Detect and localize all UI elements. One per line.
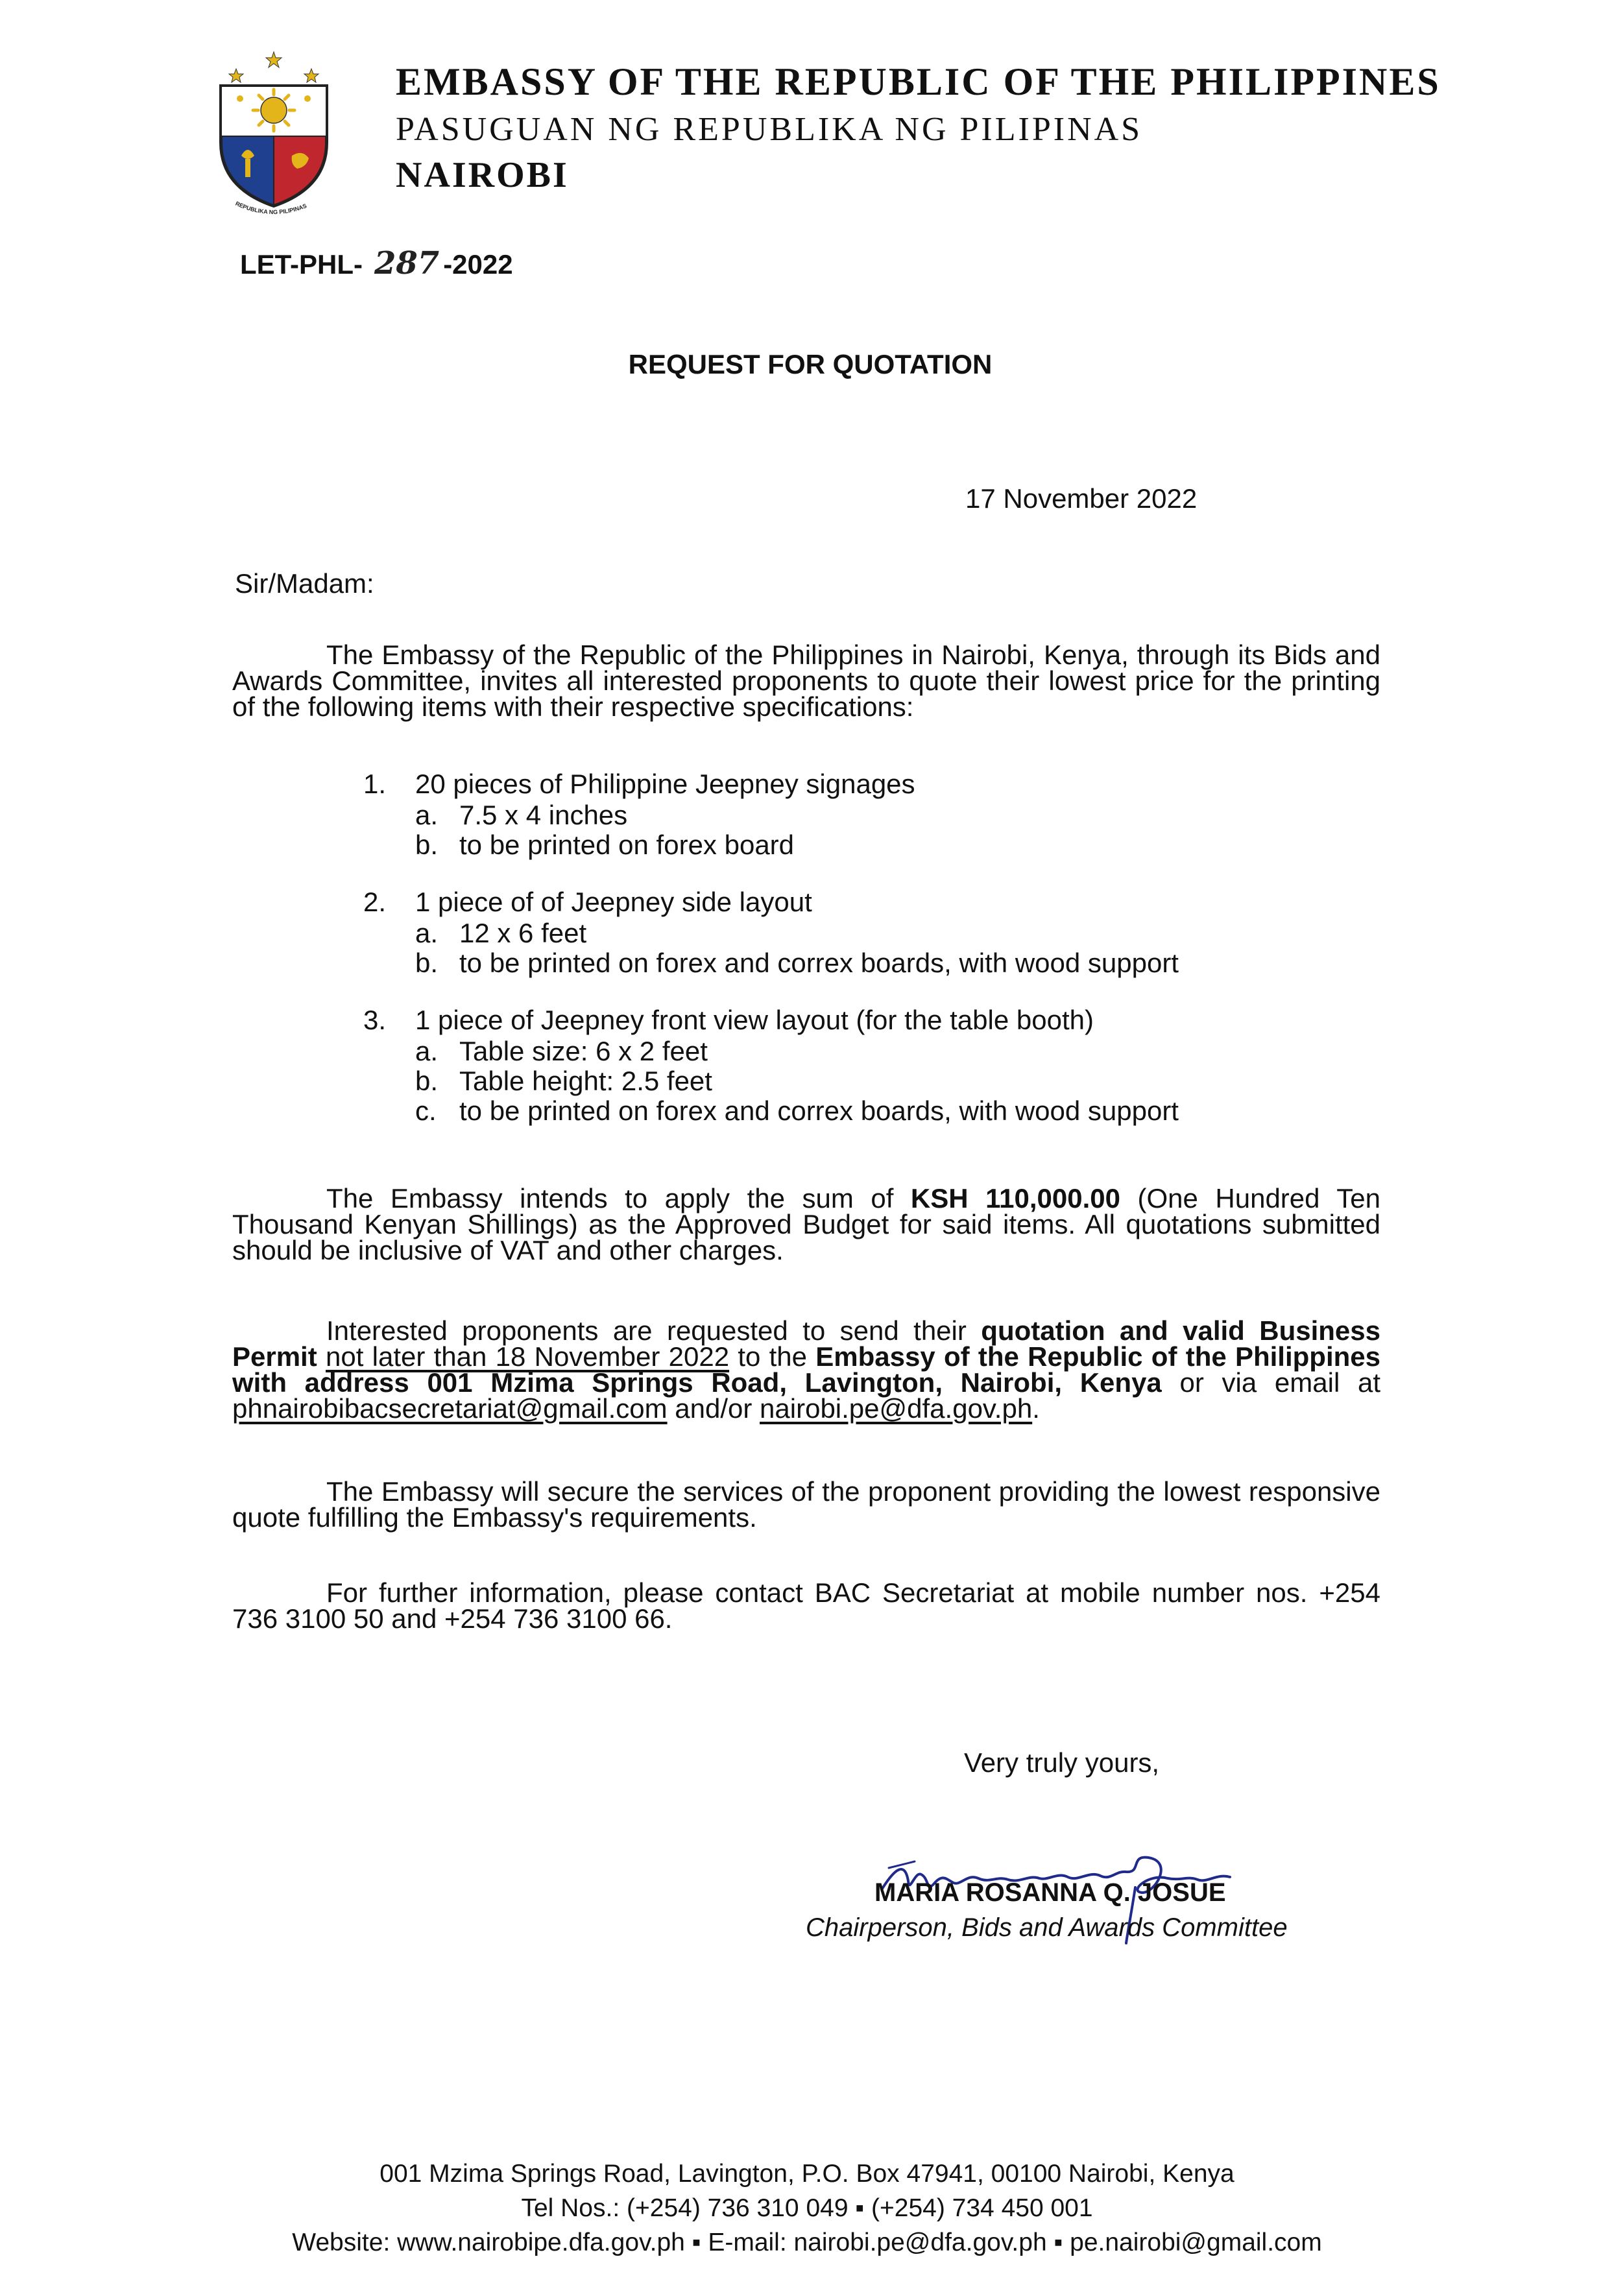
reference-suffix: -2022 [443, 249, 513, 280]
contact-paragraph: For further information, please contact BAC Secretariat at mobile number nos. +254 736 3100 50 and +254 736 3100 66. [232, 1577, 1380, 1634]
reference-number-handwritten: 287 [374, 245, 440, 281]
sub-text: Table size: 6 x 2 feet [459, 1036, 708, 1066]
signer-title: Chairperson, Bids and Awards Committee [806, 1913, 1288, 1942]
list-item [363, 1004, 1179, 1126]
letter-reference [240, 245, 513, 281]
embassy-name-english: EMBASSY OF THE REPUBLIC OF THE PHILIPPINES [396, 60, 1441, 103]
closing-line: Very truly yours, [964, 1747, 1160, 1778]
sub-letter: a. [415, 1036, 439, 1066]
signer-name: MARIA ROSANNA Q. JOSUE [874, 1878, 1226, 1907]
reference-prefix: LET-PHL- [240, 249, 363, 280]
item-text: 1 piece of Jeepney front view layout (for the table booth) [415, 1005, 1094, 1035]
salutation: Sir/Madam: [235, 568, 374, 599]
email-link-bac[interactable]: phnairobibacsecretariat@gmail.com [232, 1393, 668, 1424]
sub-text: to be printed on forex and correx boards, with wood support [459, 948, 1179, 978]
sub-letter: a. [415, 800, 439, 830]
sub-text: to be printed on forex and correx boards, with wood support [459, 1095, 1179, 1126]
item-number: 3. [363, 1005, 387, 1035]
sub-letter: b. [415, 1066, 439, 1096]
email-link-embassy[interactable]: nairobi.pe@dfa.gov.ph [760, 1393, 1033, 1424]
list-item [363, 768, 1179, 860]
embassy-city: NAIROBI [396, 155, 569, 195]
item-number: 1. [363, 769, 387, 799]
embassy-name-filipino: PASUGUAN NG REPUBLIKA NG PILIPINAS [396, 111, 1143, 148]
item-number: 2. [363, 887, 387, 917]
footer-address: 001 Mzima Springs Road, Lavington, P.O. Box 47941, 00100 Nairobi, Kenya [379, 2160, 1235, 2188]
sub-text: Table height: 2.5 feet [459, 1066, 712, 1096]
footer-website-email: Website: www.nairobipe.dfa.gov.ph ▪ E-mail: nairobi.pe@dfa.gov.ph ▪ pe.nairobi@gmail.com [292, 2229, 1322, 2256]
item-text: 1 piece of of Jeepney side layout [415, 887, 812, 917]
sub-letter: a. [415, 918, 439, 948]
sub-text: 7.5 x 4 inches [459, 800, 628, 830]
budget-paragraph: The Embassy intends to apply the sum of KSH 110,000.00 (One Hundred Ten Thousand Kenyan Shillings) as the Approved Budget for said items. All quotations submitted should be inclusive of VAT and other charges. [232, 1183, 1380, 1265]
award-paragraph: The Embassy will secure the services of the proponent providing the lowest responsive quote fulfilling the Embassy's requirements. [232, 1476, 1380, 1533]
deadline-text: not later than 18 November 2022 [326, 1341, 730, 1372]
intro-paragraph: The Embassy of the Republic of the Philippines in Nairobi, Kenya, through its Bids and Awards Committee, invites all interested proponents to quote their lowest price for the printing of the following items with their respective specifications: [232, 640, 1380, 722]
footer-telephone: Tel Nos.: (+254) 736 310 049 ▪ (+254) 734 450 001 [521, 2194, 1093, 2222]
sub-letter: b. [415, 948, 439, 978]
list-item [363, 886, 1179, 978]
svg-text:REPUBLIKA NG PILIPINAS: REPUBLIKA NG PILIPINAS [234, 200, 308, 216]
item-text: 20 pieces of Philippine Jeepney signages [415, 769, 915, 799]
items-list [363, 768, 1179, 1152]
sub-text: to be printed on forex board [459, 830, 795, 860]
document-title: REQUEST FOR QUOTATION [628, 349, 993, 379]
sub-letter: b. [415, 830, 439, 860]
sub-text: 12 x 6 feet [459, 918, 587, 948]
budget-amount: KSH 110,000.00 [910, 1183, 1120, 1214]
submission-paragraph: Interested proponents are requested to send their quotation and valid Business Permit not later than 18 November 2022 to the Embassy of the Republic of the Philippines with address 001 Mzima Springs Road, Lavington, Nairobi, Kenya or via email at phnairobibacsecretariat@gmail.com and/or nairobi.pe@dfa.gov.ph. [232, 1315, 1380, 1424]
letter-date: 17 November 2022 [965, 483, 1198, 514]
philippine-seal-logo [202, 45, 345, 221]
sub-letter: c. [415, 1095, 437, 1126]
